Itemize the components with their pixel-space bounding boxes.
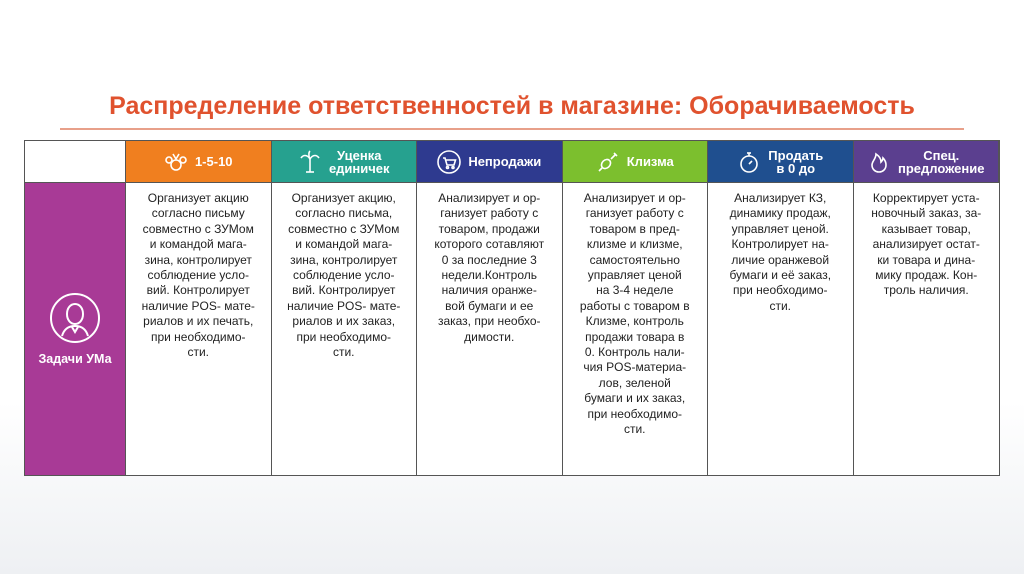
column-header-non-sales [417,141,563,183]
task-cell-non-sales: Анализирует и ор- ганизует работу с товаром, продажи которого сотавляют 0 за последние 3 недели.Контроль наличия оранже- вой бумаги и ее заказ, при необхо- димости. [417,183,563,475]
column-header-markdown [272,141,418,183]
column-header-special-offer [854,141,1000,183]
medals-icon [164,150,188,174]
task-cell-special-offer: Корректирует уста- новочный заказ, за- казывает товар, анализирует остат- ки товара и дина- мику продаж. Кон- троль наличия. [871,191,982,298]
stopwatch-icon [737,150,761,174]
task-cell-1-5-10: Организует акцию согласно письму совместно с ЗУМом и командой мага- зина, контролирует соблюдение усло- вий. Контролирует наличие POS- мате- риалов и их печать, при необходимо- сти. [126,183,272,475]
fire-icon [867,150,891,174]
column-label: 1-5-10 [194,154,233,169]
column-label: Уценка единичек [328,147,390,176]
row-header-um-tasks [25,183,126,475]
syringe-icon [596,150,620,174]
column-label: Непродажи [468,154,542,169]
column-header-1-5-10 [126,141,272,183]
task-cell-markdown: Организует акцию, согласно письма, совместно с ЗУМом и командой мага- зина, контролирует соблюдение усло- вий. Контролирует наличие POS- мате- риалов и их заказ, при необходимо- сти. [272,183,418,475]
page-title: Распределение ответственностей в магазине: Оборачиваемость [109,92,915,120]
cart-icon [437,150,461,174]
row-label: Задачи УМа [38,352,112,366]
palm-icon [298,150,322,174]
responsibility-table [24,140,1000,476]
column-header-sell-to-zero [708,141,854,183]
column-header-klizma [563,141,709,183]
task-cell-klizma: Анализирует и ор- ганизует работу с товаром в пред- клизме и клизме, самостоятельно управляет ценой на 3-4 неделе работы с товаром в Клизме, контроль продажи товара в 0. Контроль нали- чия POS-материа- лов, зеленой бумаги и их заказ, при необходимо- сти. [563,183,709,475]
column-label: Продать в 0 до [768,147,824,176]
column-label: Клизма [626,154,674,169]
manager-avatar-icon [49,292,101,344]
title-underline [60,128,964,130]
task-cell-sell-to-zero: Анализирует КЗ, динамику продаж, управляет ценой. Контролирует на- личие оранжевой бумаги и её заказ, при необходимо- сти. [708,183,854,475]
column-label: Спец. предложение [898,147,985,176]
table-corner [25,141,126,183]
